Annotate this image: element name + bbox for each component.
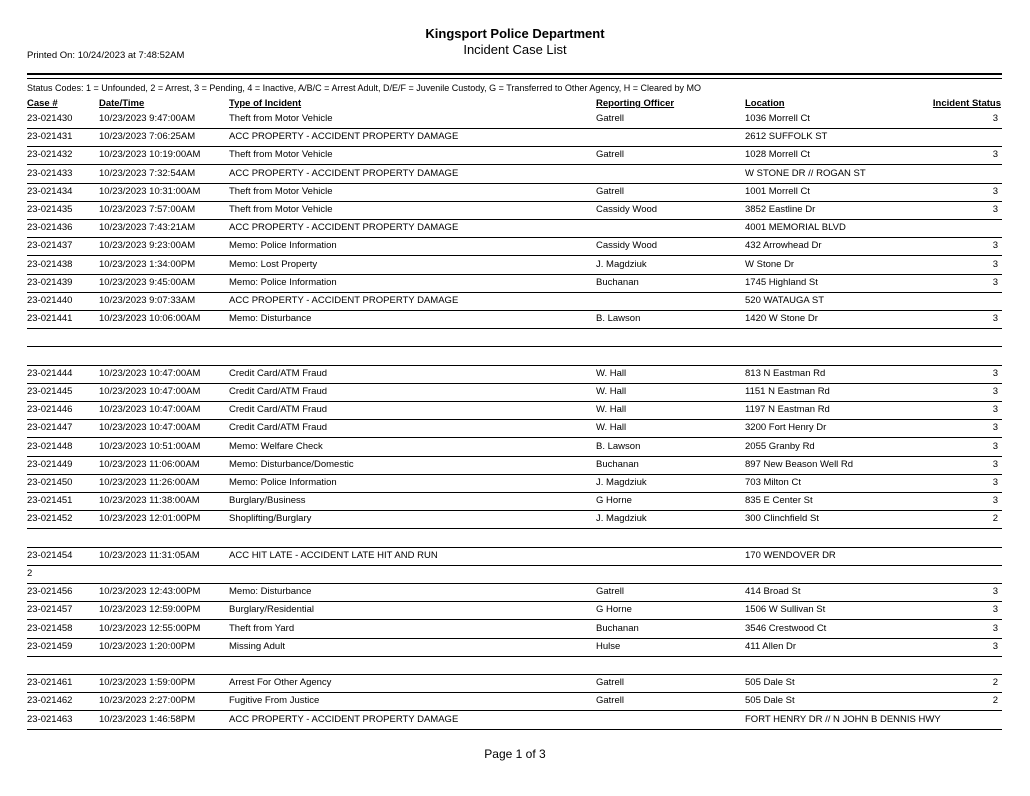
case-number-cell: 23-021437	[27, 240, 73, 252]
case-number-cell: 23-021439	[27, 276, 73, 288]
reporting-officer-cell: G Horne	[596, 604, 632, 616]
case-number-cell: 23-021434	[27, 185, 73, 197]
date-time-cell: 10/23/2023 10:47:00AM	[99, 367, 201, 379]
date-time-cell: 10/23/2023 7:43:21AM	[99, 222, 196, 234]
location-cell: FORT HENRY DR // N JOHN B DENNIS HWY	[745, 713, 941, 725]
date-time-cell: 10/23/2023 2:27:00PM	[99, 695, 196, 707]
incident-type-cell: Theft from Motor Vehicle	[229, 149, 333, 161]
reporting-officer-cell: B. Lawson	[596, 313, 641, 325]
table-row	[0, 586, 1030, 604]
case-number-cell: 23-021447	[27, 422, 73, 434]
location-cell: 1506 W Sullivan St	[745, 604, 826, 616]
date-time-cell: 10/23/2023 9:23:00AM	[99, 240, 196, 252]
reporting-officer-cell: Gatrell	[596, 149, 624, 161]
column-header-case: Case #	[27, 98, 58, 109]
location-cell: 703 Milton Ct	[745, 477, 801, 488]
reporting-officer-cell: Buchanan	[596, 458, 639, 470]
table-row	[0, 477, 1030, 495]
table-row	[0, 113, 1030, 131]
date-time-cell: 10/23/2023 11:31:05AM	[99, 549, 200, 561]
incident-status-cell: 2	[992, 677, 998, 689]
incident-type-cell: ACC PROPERTY - ACCIDENT PROPERTY DAMAGE	[229, 222, 459, 234]
location-cell: 1420 W Stone Dr	[745, 313, 818, 325]
date-time-cell: 10/23/2023 12:55:00PM	[99, 622, 201, 634]
case-number-cell: 23-021441	[27, 313, 73, 325]
reporting-officer-cell: Gatrell	[596, 113, 624, 124]
table-row	[0, 368, 1030, 386]
incident-type-cell: Memo: Police Information	[229, 240, 337, 252]
incident-type-cell: Theft from Motor Vehicle	[229, 185, 333, 197]
table-row	[0, 695, 1030, 713]
incident-type-cell: ACC PROPERTY - ACCIDENT PROPERTY DAMAGE	[229, 713, 459, 725]
reporting-officer-cell: W. Hall	[596, 367, 627, 379]
table-row	[0, 714, 1030, 732]
case-number-cell: 23-021445	[27, 386, 73, 397]
date-time-cell: 10/23/2023 9:07:33AM	[99, 295, 196, 306]
case-number-cell: 23-021449	[27, 458, 73, 470]
page-number-footer: Page 1 of 3	[484, 747, 546, 761]
table-row	[0, 404, 1030, 422]
incident-type-cell: Credit Card/ATM Fraud	[229, 367, 328, 379]
date-time-cell: 10/23/2023 12:43:00PM	[99, 586, 201, 598]
date-time-cell: 10/23/2023 11:38:00AM	[99, 495, 200, 507]
date-time-cell: 10/23/2023 1:59:00PM	[99, 677, 196, 689]
table-row	[0, 422, 1030, 440]
incident-type-cell: Theft from Motor Vehicle	[229, 204, 333, 215]
location-cell: 2055 Granby Rd	[745, 440, 815, 452]
date-time-cell: 10/23/2023 9:45:00AM	[99, 276, 196, 288]
incident-status-cell: 3	[992, 386, 998, 397]
table-row	[0, 204, 1030, 222]
incident-status-cell: 3	[992, 604, 998, 616]
reporting-officer-cell: Gatrell	[596, 586, 624, 598]
incident-type-cell: Memo: Police Information	[229, 477, 337, 488]
location-cell: 505 Dale St	[745, 677, 795, 689]
location-cell: 813 N Eastman Rd	[745, 367, 826, 379]
column-header-status: Incident Status	[932, 98, 1001, 109]
incident-status-cell: 3	[992, 149, 998, 161]
location-cell: 432 Arrowhead Dr	[745, 240, 822, 252]
reporting-officer-cell: Buchanan	[596, 276, 639, 288]
date-time-cell: 10/23/2023 10:51:00AM	[99, 440, 201, 452]
location-cell: 835 E Center St	[745, 495, 813, 507]
case-number-cell: 23-021433	[27, 167, 73, 179]
table-row	[0, 295, 1030, 313]
incident-type-cell: Memo: Welfare Check	[229, 440, 323, 452]
table-row	[0, 495, 1030, 513]
incident-status-cell: 2	[992, 695, 998, 707]
case-number-cell: 23-021456	[27, 586, 73, 598]
location-cell: 520 WATAUGA ST	[745, 295, 825, 306]
table-row	[0, 168, 1030, 186]
column-header-location: Location	[745, 98, 785, 109]
reporting-officer-cell: W. Hall	[596, 422, 627, 434]
case-number-cell: 23-021438	[27, 258, 73, 270]
location-cell: 1197 N Eastman Rd	[745, 404, 830, 416]
location-cell: 1001 Morrell Ct	[745, 185, 810, 197]
location-cell: 3200 Fort Henry Dr	[745, 422, 827, 434]
status-codes-legend: Status Codes: 1 = Unfounded, 2 = Arrest, 3 = Pending, 4 = Inactive, A/B/C = Arrest Adult, D/E/F = Juvenile Custody, G = Transferred to Other Agency, H = Cleared by MO	[27, 83, 702, 93]
date-time-cell: 10/23/2023 10:06:00AM	[99, 313, 201, 325]
incident-type-cell: Memo: Police Information	[229, 276, 337, 288]
reporting-officer-cell: J. Magdziuk	[596, 477, 647, 488]
incident-status-cell: 3	[992, 204, 998, 215]
reporting-officer-cell: G Horne	[596, 495, 632, 507]
table-row	[0, 313, 1030, 331]
table-row	[0, 222, 1030, 240]
case-number-cell: 23-021436	[27, 222, 73, 234]
incident-status-cell: 3	[992, 404, 998, 416]
table-row	[0, 131, 1030, 149]
reporting-officer-cell: B. Lawson	[596, 440, 641, 452]
incident-status-cell: 3	[992, 240, 998, 252]
date-time-cell: 10/23/2023 1:34:00PM	[99, 258, 196, 270]
incident-status-cell: 3	[992, 586, 998, 598]
date-time-cell: 10/23/2023 10:19:00AM	[99, 149, 201, 161]
incident-status-cell: 3	[992, 367, 998, 379]
case-number-cell: 23-021457	[27, 604, 73, 616]
case-number-cell: 23-021451	[27, 495, 73, 507]
location-cell: 1028 Morrell Ct	[745, 149, 810, 161]
location-cell: 505 Dale St	[745, 695, 795, 707]
reporting-officer-cell: J. Magdziuk	[596, 513, 647, 525]
location-cell: 3852 Eastline Dr	[745, 204, 816, 215]
case-number-cell: 23-021440	[27, 295, 73, 306]
incident-type-cell: Memo: Lost Property	[229, 258, 318, 270]
case-number-cell: 23-021430	[27, 113, 73, 124]
date-time-cell: 10/23/2023 7:06:25AM	[99, 131, 196, 143]
case-number-cell: 23-021431	[27, 131, 73, 143]
incident-status-cell: 3	[992, 422, 998, 434]
table-row	[0, 277, 1030, 295]
incident-status-cell: 3	[992, 640, 998, 652]
table-row	[0, 350, 1030, 368]
location-cell: 1036 Morrell Ct	[745, 113, 810, 124]
location-cell: 414 Broad St	[745, 586, 801, 598]
case-number-cell: 23-021432	[27, 149, 73, 161]
location-cell: 411 Allen Dr	[745, 640, 797, 652]
table-row	[0, 259, 1030, 277]
case-number-cell: 23-021448	[27, 440, 73, 452]
case-number-cell: 2	[27, 568, 33, 579]
case-number-cell: 23-021450	[27, 477, 73, 488]
header-rule-bottom	[27, 78, 1002, 79]
date-time-cell: 10/23/2023 1:46:58PM	[99, 713, 196, 725]
table-row	[0, 641, 1030, 659]
date-time-cell: 10/23/2023 7:57:00AM	[99, 204, 196, 215]
incident-type-cell: Arrest For Other Agency	[229, 677, 332, 689]
incident-status-cell: 3	[992, 258, 998, 270]
case-number-cell: 23-021454	[27, 549, 73, 561]
date-time-cell: 10/23/2023 11:26:00AM	[99, 477, 200, 488]
reporting-officer-cell: Cassidy Wood	[596, 204, 658, 215]
table-row	[0, 532, 1030, 550]
table-row	[0, 331, 1030, 349]
reporting-officer-cell: Gatrell	[596, 695, 624, 707]
incident-type-cell: Credit Card/ATM Fraud	[229, 404, 328, 416]
incident-status-cell: 3	[992, 113, 998, 124]
column-header-date: Date/Time	[99, 98, 145, 109]
date-time-cell: 10/23/2023 10:31:00AM	[99, 185, 201, 197]
date-time-cell: 10/23/2023 9:47:00AM	[99, 113, 196, 124]
location-cell: 1151 N Eastman Rd	[745, 386, 830, 397]
date-time-cell: 10/23/2023 1:20:00PM	[99, 640, 196, 652]
reporting-officer-cell: Hulse	[596, 640, 621, 652]
incident-status-cell: 3	[992, 440, 998, 452]
date-time-cell: 10/23/2023 7:32:54AM	[99, 167, 196, 179]
incident-type-cell: Theft from Motor Vehicle	[229, 113, 333, 124]
table-row	[0, 604, 1030, 622]
incident-type-cell: Memo: Disturbance	[229, 313, 312, 325]
reporting-officer-cell: J. Magdziuk	[596, 258, 647, 270]
incident-type-cell: Memo: Disturbance	[229, 586, 312, 598]
location-cell: 897 New Beason Well Rd	[745, 458, 854, 470]
header-rule-top	[27, 73, 1002, 75]
date-time-cell: 10/23/2023 10:47:00AM	[99, 386, 201, 397]
incident-status-cell: 3	[992, 276, 998, 288]
date-time-cell: 10/23/2023 11:06:00AM	[99, 458, 200, 470]
table-row	[0, 513, 1030, 531]
case-number-cell: 23-021462	[27, 695, 73, 707]
incident-type-cell: Burglary/Residential	[229, 604, 315, 616]
incident-type-cell: Credit Card/ATM Fraud	[229, 422, 328, 434]
location-cell: W STONE DR // ROGAN ST	[745, 167, 866, 179]
incident-type-cell: ACC PROPERTY - ACCIDENT PROPERTY DAMAGE	[229, 295, 459, 306]
case-number-cell: 23-021446	[27, 404, 73, 416]
case-number-cell: 23-021458	[27, 622, 73, 634]
incident-type-cell: Credit Card/ATM Fraud	[229, 386, 328, 397]
reporting-officer-cell: Cassidy Wood	[596, 240, 658, 252]
table-row	[0, 441, 1030, 459]
date-time-cell: 10/23/2023 12:59:00PM	[99, 604, 201, 616]
page-subtitle: Incident Case List	[463, 42, 567, 57]
case-number-cell: 23-021452	[27, 513, 73, 525]
case-number-cell: 23-021459	[27, 640, 73, 652]
page-title: Kingsport Police Department	[425, 26, 605, 41]
date-time-cell: 10/23/2023 12:01:00PM	[99, 513, 201, 525]
reporting-officer-cell: Buchanan	[596, 622, 639, 634]
location-cell: 170 WENDOVER DR	[745, 549, 836, 561]
case-number-cell: 23-021435	[27, 204, 73, 215]
column-header-type: Type of Incident	[229, 98, 302, 109]
table-row	[0, 659, 1030, 677]
incident-type-cell: ACC HIT LATE - ACCIDENT LATE HIT AND RUN	[229, 549, 438, 561]
column-header-officer: Reporting Officer	[596, 98, 675, 109]
date-time-cell: 10/23/2023 10:47:00AM	[99, 422, 201, 434]
table-row	[0, 459, 1030, 477]
incident-status-cell: 3	[992, 477, 998, 488]
location-cell: 3546 Crestwood Ct	[745, 622, 827, 634]
incident-type-cell: ACC PROPERTY - ACCIDENT PROPERTY DAMAGE	[229, 131, 459, 143]
incident-type-cell: Burglary/Business	[229, 495, 306, 507]
reporting-officer-cell: W. Hall	[596, 386, 627, 397]
location-cell: 4001 MEMORIAL BLVD	[745, 222, 846, 234]
table-row	[0, 240, 1030, 258]
incident-status-cell: 3	[992, 313, 998, 325]
reporting-officer-cell: Gatrell	[596, 185, 624, 197]
incident-type-cell: Fugitive From Justice	[229, 695, 320, 707]
incident-type-cell: Theft from Yard	[229, 622, 295, 634]
case-number-cell: 23-021461	[27, 677, 73, 689]
reporting-officer-cell: W. Hall	[596, 404, 627, 416]
location-cell: 1745 Highland St	[745, 276, 818, 288]
table-row	[0, 568, 1030, 586]
location-cell: 2612 SUFFOLK ST	[745, 131, 828, 143]
incident-type-cell: Missing Adult	[229, 640, 285, 652]
case-number-cell: 23-021444	[27, 367, 73, 379]
location-cell: 300 Clinchfield St	[745, 513, 819, 525]
incident-status-cell: 3	[992, 185, 998, 197]
printed-on: Printed On: 10/24/2023 at 7:48:52AM	[27, 50, 185, 61]
table-row	[0, 149, 1030, 167]
table-row	[0, 186, 1030, 204]
case-number-cell: 23-021463	[27, 713, 73, 725]
incident-type-cell: ACC PROPERTY - ACCIDENT PROPERTY DAMAGE	[229, 167, 459, 179]
table-row	[0, 623, 1030, 641]
incident-type-cell: Memo: Disturbance/Domestic	[229, 458, 354, 470]
incident-status-cell: 3	[992, 622, 998, 634]
incident-type-cell: Shoplifting/Burglary	[229, 513, 312, 525]
incident-status-cell: 2	[992, 513, 998, 525]
table-row	[0, 386, 1030, 404]
date-time-cell: 10/23/2023 10:47:00AM	[99, 404, 201, 416]
location-cell: W Stone Dr	[745, 258, 795, 270]
incident-status-cell: 3	[992, 495, 998, 507]
table-row	[0, 550, 1030, 568]
table-row	[0, 677, 1030, 695]
reporting-officer-cell: Gatrell	[596, 677, 624, 689]
incident-status-cell: 3	[992, 458, 998, 470]
